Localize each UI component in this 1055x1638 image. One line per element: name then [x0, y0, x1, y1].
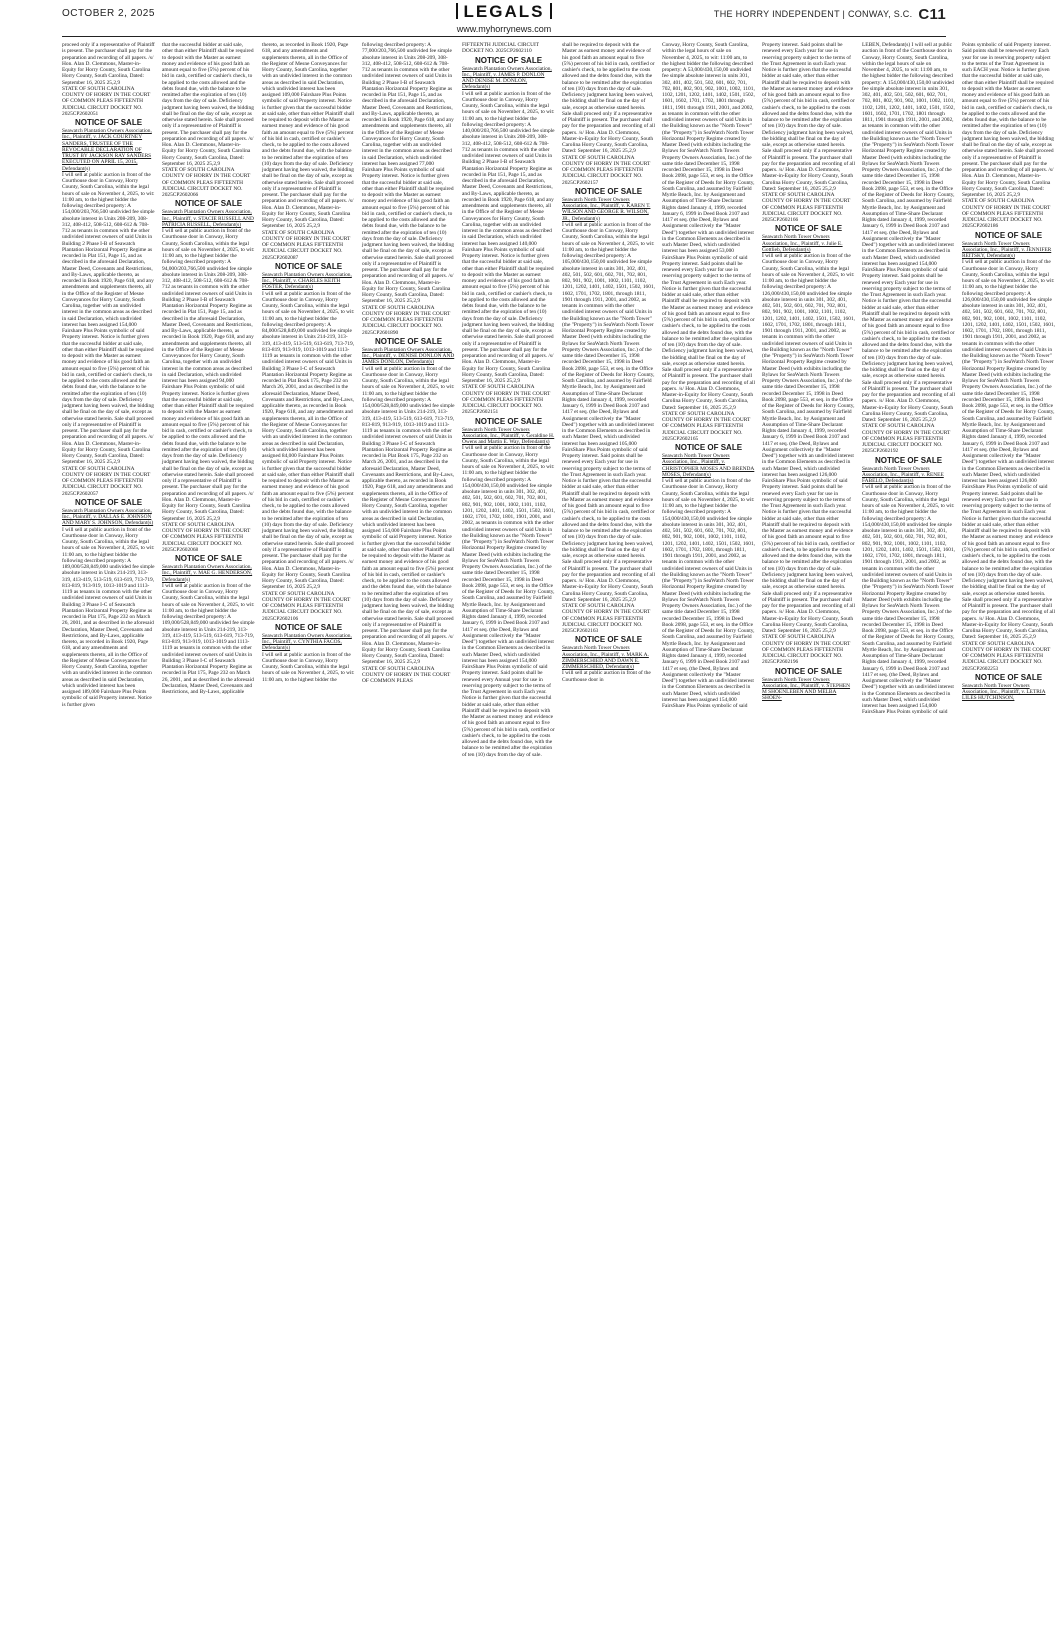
- notice-body: I will sell at public auction in front of the Courthouse door in Conway, Horry County, South Carolina, within the legal hours of sale on November 4, 2025, to wit: 11:00 am, to the highest bidder the following described property: A 109,000/528,849,000 undivided fee simple absolute interest in Units 214-219, 313-319, 413-419, 513-519, 613-619, 713-719, 813-819, 913-919, 1013-1019 and 1113-1119 as tenants in common with the other undivided interest owners of said Units in Building 3 Phase I-C of Seawatch Plantation Horizontal Property Regime as recorded in Plat 175, Page 232 on March 26, 2001, and as described in the aforesaid Declaration, Master Deed, Covenants and Restrictions, and By-Laws, applicable: [162, 582, 255, 695]
- notice-body: I will sell at public auction in front of the Courthouse door in Conway, Horry County, South Carolina, within the legal hours of sale on November 4, 2025, to wit: 11:00 am, to the highest bidder the following described property: A 154,000/430,150,00 undivided fee simple absolute interest in units 301, 302, 401, 402, 501, 502, 601, 602, 701, 702, 801, 802, 901, 902, 1001, 1002, 1101, 1102, 1201, 1202, 1401, 1402, 1501, 1502, 1601, 1602, 1701, 1702, 1801, through 1811, 1901 through 1911, 2001, and 2002, as tenants in common with the other undivided interest owners of said Units in the Building known as the "North Tower" (the "Property") in SeaWatch North Tower Horizontal Property Regime created by Master Deed (with exhibits including the Bylaws for SeaWatch North Towers Property Owners Association, Inc.) of the same title dated December 15, 1998 recorded December 15, 1998 in Deed Book 2098, page 553, et seq. in the Office of the Register of Deeds for Horry County, South Carolina, and assumed by Fairfield Myrtle Beach, Inc. by Assignment and Assumption of Time-Share Declarant Rights dated January 4, 1999, recorded January 6, 1999 in Deed Book 2107 and 1417 et seq. (the Deed, Bylaws and Assignment collectively the "Master Deed") together with an undivided interest in the Common Elements as described in such Master Deed, which undivided interest has been assigned 154,000 FairsShare Plus Points symbolic of said: [662, 478, 755, 709]
- text-column: [462, 42, 555, 1632]
- case-parties: Seawatch North Tower Owners Association, Inc., Plaintiff, v. LETRIA LILES HUTCHINSON,: [962, 682, 1046, 702]
- notice-title: NOTICE OF SALE: [74, 497, 143, 507]
- case-heading: STATE OF SOUTH CAROLINA COUNTY OF HORRY IN THE COURT OF COMMON PLEAS FIFTEENTH JUDICIAL CIRCUIT DOCKET NO. 2025CP2602068: [162, 521, 251, 553]
- notice-continuation: proceed only if a representative of Plaintiff is present. The purchaser shall pay for the preparation and recording of all papers. /s/ Hon. Alan D. Clemmons, Master-in-Equity for Horry County, South Carolina Horry County, South Carolina, Dated: September 16, 2025 25,2,9: [62, 42, 155, 86]
- case-parties: Seawatch North Tower Owners Association, Inc., Plaintiff, v. KAREN T. WILSON AND GEORGE R. WILSON, JR., Defendant(s): [562, 196, 651, 222]
- notice-continuation: LEBEN, Defendant(s) I will sell at public auction in front of the Courthouse door in Conway, Horry County, South Carolina, within the legal hours of sale on November 4, 2025, to wit: 11:00 am, to the highest bidder the following described property: A 154,000/430,150,00 undivided fee simple absolute interest in units 301, 302, 401, 402, 501, 502, 601, 602, 701, 702, 801, 802, 901, 902, 1001, 1002, 1101, 1102, 1201, 1202, 1401, 1402, 1501, 1502, 1601, 1602, 1701, 1702, 1801 through 1811, 1901 through 1911, 2001, and 2002, as tenants in common with the other undivided interest owners of said Units in the Building known as the "North Tower" (the "Property") in SeaWatch North Tower Horizontal Property Regime created by Master Deed (with exhibits including the Bylaws for SeaWatch North Towers Property Owners Association, Inc.) of the same title dated December 15, 1998 recorded December 15, 1998 in Deed Book 2098, page 553, et seq. in the Office of the Register of Deeds for Horry County, South Carolina, and assumed by Fairfield Myrtle Beach, Inc. by Assignment and Assumption of Time-Share Declarant Rights dated January 4, 1999, recorded January 6, 1999 in Deed Book 2107 and 1417 et seq. (the Deed, Bylaws and Assignment collectively the "Master Deed") together with an undivided interest in the Common Elements as described in such Master Deed, which undivided interest has been assigned 154,000 FairsShare Plus Points symbolic of said Property interest. Said points shall be renewed every Each year for use in reserving property subject to the terms of the Trust Agreement in such Each year. Notice is further given that the successful bidder at said sale, other than either Plaintiff shall be required to deposit with the Master as earnest money and evidence of his good faith an amount equal to five (5%) percent of his bid in cash, certified or cashier's check, to be applied to the costs allowed and the debts found due, with the balance to be remitted after the expiration of ten (10) days from the day of sale. Deficiency judgment having been waived, the bidding shall be final on the day of sale, except as otherwise stated herein. Sale shall proceed only if a representative of Plaintiff is present. The purchaser shall pay for the preparation and recording of all papers. /s/ Hon. Alan D. Clemmons, Master-in-Equity for Horry County, South Carolina Horry County, South Carolina, Dated: September 16, 2025 25,2,9: [862, 42, 955, 423]
- case-heading: FIFTEENTH JUDICIAL CIRCUIT DOCKET NO. 2025CP2602110: [462, 42, 539, 55]
- case-parties: Seawatch North Tower Owners Association, Inc., Plaintiff, v. MARK A. ZIMMERSCHIED AND DAWN E. ZIMMERSCHIED, Defendant(s): [562, 645, 649, 670]
- notice-title: NOTICE OF SALE: [274, 622, 343, 632]
- notice-title: NOTICE OF SALE: [274, 261, 343, 271]
- section-label: LEGALS: [463, 2, 545, 21]
- case-parties: Seawatch North Tower Owners Association, Inc., Plaintiff, v. Geraldine H. Owens and Martin E. Way, Defendant(s): [462, 426, 555, 445]
- notice-title: NOTICE OF SALE: [774, 224, 843, 234]
- notice-continuation: that the successful bidder at said sale, other than either Plaintiff shall be required to deposit with the Master as earnest money and evidence of his good faith an amount equal to five (5%) percent of his bid in cash, certified or cashier's check, to be applied to the costs allowed and the debts found due, with the balance to be remitted after the expiration of ten (10) days from the day of sale. Deficiency judgment having been waived, the bidding shall be final on the day of sale, except as otherwise stated herein. Sale shall proceed only if a representative of Plaintiff is present. The purchaser shall pay for the preparation and recording of all papers. /s/ Hon. Alan D. Clemmons, Master-in-Equity for Horry County, South Carolina Horry County, South Carolina, Dated: September 16, 2025 25,2,9: [162, 42, 254, 167]
- divider: [550, 3, 552, 19]
- notice-title: NOTICE OF SALE: [574, 635, 643, 645]
- notice-continuation: Property interest. Said points shall be renewed every Each year for use in reserving property subject to the terms of the Trust Agreement in such Each year. Notice is further given that the successful bidder at said sale, other than either Plaintiff shall be required to deposit with the Master as earnest money and evidence of his good faith an amount equal to five (5%) percent of his bid in cash, certified or cashier's check, to be applied to the costs allowed and the debts found due, with the balance to be remitted after the expiration of ten (10) days from the day of sale. Deficiency judgment having been waived, the bidding shall be final on the day of sale, except as otherwise stated herein. Sale shall proceed only if a representative of Plaintiff is present. The purchaser shall pay for the preparation and recording of all papers. /s/ Hon. Alan D. Clemmons, Master-in-Equity for Horry County, South Carolina Horry County, South Carolina, Dated: September 16, 2025 25,2,9: [762, 42, 855, 192]
- notice-continuation: Conway, Horry County, South Carolina, within the legal hours of sale on November 4, 2025, to wit: 11:00 am, to the highest bidder the following described property: A 53,000/430,150,00 undivided fee simple absolute interest in units 301, 302, 401, 402, 501, 502, 601, 602, 701, 702, 801, 802, 901, 902, 1001, 1002, 1101, 1102, 1201, 1202, 1401, 1402, 1501, 1502, 1601, 1602, 1701, 1702, 1801 through 1811, 1901 through 1911, 2001, and 2002, as tenants in common with the other undivided interest owners of said Units in the Building known as the "North Tower" (the "Property") in SeaWatch North Tower Horizontal Property Regime created by Master Deed (with exhibits including the Bylaws for SeaWatch North Towers Property Owners Association, Inc.) of the same title dated December 15, 1998 recorded December 15, 1998 in Deed Book 2098, page 553, et seq. in the Office of the Register of Deeds for Horry County, South Carolina, and assumed by Fairfield Myrtle Beach, Inc. by Assignment and Assumption of Time-Share Declarant Rights dated January 4, 1999, recorded January 6, 1999 in Deed Book 2107 and 1417 et seq. (the Deed, Bylaws and Assignment collectively the "Master Deed") together with an undivided interest in the Common Elements as described in such Master Deed, which undivided interest has been assigned 53,000 FairsShare Plus Points symbolic of said Property interest. Said points shall be renewed every Each year for use in reserving property subject to the terms of the Trust Agreement in such Each year. Notice is further given that the successful bidder at said sale, other than either Plaintiff shall be required to deposit with the Master as earnest money and evidence of his good faith an amount equal to five (5%) percent of his bid in cash, certified or cashier's check, to be applied to the costs allowed and the debts found due, with the balance to be remitted after the expiration of ten (10) days from the day of sale. Deficiency judgment having been waived, the bidding shall be final on the day of sale, except as otherwise stated herein. Sale shall proceed only if a representative of Plaintiff is present. The purchaser shall pay for the preparation and recording of all papers. /s/ Hon. Alan D. Clemmons, Master-in-Equity for Horry County, South Carolina Horry County, South Carolina, Dated: September 16, 2025 25,2,9: [662, 42, 755, 411]
- text-column: [562, 42, 655, 1632]
- text-column: [762, 42, 855, 1632]
- legal-notices-columns: [62, 42, 1055, 1632]
- issue-date: OCTOBER 2, 2025: [62, 8, 155, 19]
- notice-title: NOTICE OF SALE: [874, 455, 943, 465]
- case-parties: Seawatch North Tower Owners Association, Inc., Plaintiff, v. RENEE FABELO, Defendant(s): [862, 465, 944, 484]
- case-heading: STATE OF SOUTH CAROLINA COUNTY OF HORRY IN THE COURT OF COMMON PLEAS: [362, 665, 451, 684]
- case-heading: STATE OF SOUTH CAROLINA COUNTY OF HORRY IN THE COURT OF COMMON PLEAS FIFTEENTH JUDICIAL CIRCUIT DOCKET NO. 2025CP2602157: [562, 154, 651, 186]
- case-parties: Seawatch Plantation Owners Association, Inc., Plaintiff, v. JACK COURTNEY SANDERS, TRUSTEE OF THE REVOCABLE DECLARATION OF TRUST BY JACKSON RAY SANDERS EXECUTED ON APRIL 15, 2015, Defendant(s): [62, 128, 152, 172]
- masthead-info: [714, 6, 946, 23]
- text-column: [662, 42, 755, 1632]
- notice-title: NOTICE OF SALE: [474, 55, 543, 65]
- notice-title: NOTICE OF SALE: [974, 672, 1043, 682]
- case-heading: STATE OF SOUTH CAROLINA COUNTY OF HORRY IN THE COURT OF COMMON PLEAS FIFTEENTH JUDICIAL CIRCUIT DOCKET NO. 2025CP2602186: [962, 198, 1051, 230]
- text-column: [262, 42, 355, 1632]
- case-parties: Seawatch Plantation Owners Association, Inc., Plaintiff, v. CHARLES KEITH FOSTER, Defendant(s): [262, 271, 352, 291]
- case-parties: Seawatch North Tower Owners Association, Inc., Plaintiff, v. Julie E. Gottlieb, Defendant(s): [762, 234, 843, 253]
- website-link[interactable]: www.myhorrynews.com: [456, 24, 552, 34]
- notice-body: I will sell at public auction in front of the Courthouse door in Conway, Horry County, South Carolina, within the legal hours of sale on November 4, 2025, to wit: 11:00 am, to the highest bidder the following described property: A 154,000/528,849,000 undivided fee simple absolute interest in Units 214-219, 313-319, 413-419, 513-519, 613-619, 713-719, 813-819, 913-919, 1013-1019 and 1113-1119 as tenants in common with the other undivided interest owners of said Units in Building 3 Phase I-C of Seawatch Plantation Horizontal Property Regime as recorded in Plat Book 175, Page 232 on March 26, 2001, and as described in the aforesaid Declaration, Master Deed, Covenants and Restrictions, and By-Laws, applicable thereto, as recorded in Book 1920, Page 618, and any amendments and supplements thereto, all in the Office of the Register of Mesne Conveyances for Horry County, South Carolina, together with an undivided interest in the common areas as described in said Declaration, which undivided interest has been assigned 154,000 Fairshare Plus Points symbolic of said Property interest. Notice is further given that the successful bidder at said sale, other than either Plaintiff shall be required to deposit with the Master as earnest money and evidence of his good faith an amount equal to five (5%) percent of his bid in cash, certified or cashier's check, to be applied to the costs allowed and the debts found due, with the balance to be remitted after the expiration of ten (10) days from the day of sale. Deficiency judgment having been waived, the bidding shall be final on the day of sale, except as otherwise stated herein. Sale shall proceed only if a representative of Plaintiff is present. The purchaser shall pay for the preparation and recording of all papers. /s/ Hon. Alan D. Clemmons, Master-in-Equity for Horry County, South Carolina Horry County, South Carolina, Dated: September 16, 2025 25,2,9: [362, 365, 455, 666]
- notice-body: I will sell at public auction in front of the Courthouse door in Conway, Horry County, South Carolina, within the legal hours of sale on November 4, 2025, to wit: 11:00 am, to the highest bidder the following described property: A 126,000/430,150,00 undivided fee simple absolute interest in units 301, 302, 401, 402, 501, 502, 601, 602, 701, 702, 801, 802, 901, 902, 1001, 1002, 1101, 1102, 1201, 1202, 1401, 1402, 1501, 1502, 1601, 1602, 1701, 1702, 1801, through 1811, 1901 through 1911, 2001, and 2002, as tenants in common with the other undivided interest owners of said Units in the Building known as the "North Tower" (the "Property") in SeaWatch North Tower Horizontal Property Regime created by Master Deed (with exhibits including the Bylaws for SeaWatch North Towers Property Owners Association, Inc.) of the same title dated December 15, 1998 recorded December 15, 1998 in Deed Book 2098, page 553, et seq. in the Office of the Register of Deeds for Horry County, South Carolina, and assumed by Fairfield Myrtle Beach, Inc. by Assignment and Assumption of Time-Share Declarant Rights dated January 4, 1999, recorded January 6, 1999 in Deed Book 2107 and 1417 et seq. (the Deed, Bylaws and Assignment collectively the "Master Deed") together with an undivided interest in the Common Elements as described in such Master Deed, which undivided interest has been assigned 126,000 FairsShare Plus Points symbolic of said Property interest. Said points shall be renewed every Each year for use in reserving property subject to the terms of the Trust Agreement in such Each year. Notice is further given that the successful bidder at said sale, other than either Plaintiff shall be required to deposit with the Master as earnest money and evidence of his good faith an amount equal to five (5%) percent of his bid in cash, certified or cashier's check, to be applied to the costs allowed and the debts found due, with the balance to be remitted after the expiration of ten (10) days from the day of sale. Deficiency judgment having been waived, the bidding shall be final on the day of sale, except as otherwise stated herein. Sale shall proceed only if a representative of Plaintiff is present. The purchaser shall pay for the preparation and recording of all papers. /s/ Hon. Alan D. Clemmons, Master-in-Equity for Horry County, South Carolina Horry County, South Carolina, Dated: September 16, 2025 25,2,9: [762, 253, 855, 634]
- notice-title: NOTICE OF SALE: [374, 336, 443, 346]
- case-parties: Seawatch Plantation Owners Association, Inc., Plaintiff, v. DALLAS E. JOHNSON AND MARY S. JOHNSON, Defendant(s): [62, 507, 154, 527]
- divider: [456, 3, 458, 19]
- text-column: [862, 42, 955, 1632]
- case-heading: STATE OF SOUTH CAROLINA COUNTY OF HORRY IN THE COURT OF COMMON PLEAS FIFTEENTH JUDICIAL CIRCUIT DOCKET NO. 2025CP2602165: [662, 410, 751, 442]
- notice-body: I will sell at public auction in front of the Courthouse door in: [562, 670, 651, 683]
- notice-body: I will sell at public auction in front of the Courthouse door in Conway, Horry County, South Carolina, within the legal hours of sale on November 4, 2025, to wit: 11:00 am, to the highest bidder the following described property: A 126,000/430,150,00 undivided fee simple absolute interest in units 301, 302, 401, 402, 501, 502, 601, 602, 701, 702, 801, 802, 901, 902, 1001, 1002, 1101, 1102, 1201, 1202, 1401, 1402, 1501, 1502, 1601, 1602, 1701, 1702, 1801, through 1811, 1901 through 1911, 2001, and 2002, as tenants in common with the other undivided interest owners of said Units in the Building known as the "North Tower" (the "Property") in SeaWatch North Tower Horizontal Property Regime created by Master Deed (with exhibits including the Bylaws for SeaWatch North Towers Property Owners Association, Inc.) of the same title dated December 15, 1998 recorded December 15, 1998 in Deed Book 2098, page 553, et seq. in the Office of the Register of Deeds for Horry County, South Carolina, and assumed by Fairfield Myrtle Beach, Inc. by Assignment and Assumption of Time-Share Declarant Rights dated January 4, 1999, recorded January 6, 1999 in Deed Book 2107 and 1417 et seq. (the Deed, Bylaws and Assignment collectively the "Master Deed") together with an undivided interest in the Common Elements as described in such Master Deed, which undivided interest has been assigned 126,000 FairsShare Plus Points symbolic of said Property interest. Said points shall be renewed every Each year for use in reserving property subject to the terms of the Trust Agreement in such Each year. Notice is further given that the successful bidder at said sale, other than either Plaintiff shall be required to deposit with the Master as earnest money and evidence of his good faith an amount equal to five (5%) percent of his bid in cash, certified or cashier's check, to be applied to the costs allowed and the debts found due, with the balance to be remitted after the expiration of ten (10) days from the day of sale. Deficiency judgment having been waived, the bidding shall be final on the day of sale, except as otherwise stated herein. Sale shall proceed only if a representative of Plaintiff is present. The purchaser shall pay for the preparation and recording of all papers. /s/ Hon. Alan D. Clemmons, Master-in-Equity for Horry County, South Carolina Horry County, South Carolina, Dated: September 16, 2025 25,2,9: [962, 259, 1055, 641]
- paper-name: THE HORRY INDEPENDENT | CONWAY, S.C.: [713, 9, 913, 19]
- case-heading: STATE OF SOUTH CAROLINA COUNTY OF HORRY IN THE COURT OF COMMON PLEAS FIFTEENTH JUDICIAL CIRCUIT DOCKET NO. 2025CP2602253: [962, 640, 1051, 672]
- notice-body: I will sell at public auction in front of the Courthouse door in Conway, Horry County, South Carolina, within the legal hours of sale on November 4, 2025, to wit: 11:00 am, to the highest bidder the following described property: A 105,000/430,150,00 undivided fee simple absolute interest in units 301, 302, 401, 402, 501, 502, 601, 602, 701, 702, 801, 802, 901, 902, 1001, 1002, 1101, 1102, 1201, 1202, 1401, 1402, 1501, 1502, 1601, 1602, 1701, 1702, 1801, through 1811, 1901 through 1911, 2001, and 2002, as tenants in common with the other undivided interest owners of said Units in the Building known as the "North Tower" (the "Property") in SeaWatch North Tower Horizontal Property Regime created by Master Deed (with exhibits including the Bylaws for SeaWatch North Towers Property Owners Association, Inc.) of the same title dated December 15, 1998 recorded December 15, 1998 in Deed Book 2098, page 553, et seq. in the Office of the Register of Deeds for Horry County, South Carolina, and assumed by Fairfield Myrtle Beach, Inc. by Assignment and Assumption of Time-Share Declarant Rights dated January 4, 1999, recorded January 6, 1999 in Deed Book 2107 and 1417 et seq. (the Deed, Bylaws and Assignment collectively the "Master Deed") together with an undivided interest in the Common Elements as described in such Master Deed, which undivided interest has been assigned 105,000 FairsShare Plus Points symbolic of said Property interest. Said points shall be renewed every Each year for use in reserving property subject to the terms of the Trust Agreement in such Each year. Notice is further given that the successful bidder at said sale, other than either Plaintiff shall be required to deposit with the Master as earnest money and evidence of his good faith an amount equal to five (5%) percent of his bid in cash, certified or cashier's check, to be applied to the costs allowed and the debts found due, with the balance to be remitted after the expiration of ten (10) days from the day of sale. Deficiency judgment having been waived, the bidding shall be final on the day of sale, except as otherwise stated herein. Sale shall proceed only if a representative of Plaintiff is present. The purchaser shall pay for the preparation and recording of all papers. /s/ Hon. Alan D. Clemmons, Master-in-Equity for Horry County, South Carolina Horry County, South Carolina, Dated: September 16, 2025 25,2,9: [562, 221, 655, 603]
- notice-title: NOTICE OF SALE: [174, 554, 243, 563]
- case-parties: Seawatch North Tower Owners Association, Inc., Plaintiff, v. CHRISTOPHER MOSES AND BRENDA MOSES, Defendant(s): [662, 453, 755, 478]
- case-parties: Seawatch Plantation Owners Association, Inc., Plaintiff, v. CYNTHIA FACOS, Defendant(s): [262, 632, 352, 652]
- case-heading: STATE OF SOUTH CAROLINA COUNTY OF HORRY IN THE COURT OF COMMON PLEAS FIFTEENTH JUDICIAL CIRCUIT DOCKET NO. 2025CP2602166: [762, 192, 851, 223]
- text-column: [362, 42, 455, 1632]
- case-heading: STATE OF SOUTH CAROLINA COUNTY OF HORRY IN THE COURT OF COMMON PLEAS FIFTEENTH JUDICIAL CIRCUIT DOCKET NO. 2025CP2602151: [462, 384, 551, 416]
- notice-body: I will sell at public auction in front of the Courthouse door in Conway, Horry County, South Carolina, within the legal hours of sale on November 4, 2025, to wit: 11:00 am, to the highest bidder the following described property: A 154,000/203,766,500 undivided fee simple absolute interest in Units 208-209, 308-312, 408-412, 508-512, 608-612 & 708-712 as tenants in common with the other undivided interest owners of said Units in Building 2 Phase I-B of Seawatch Plantation Horizontal Property Regime as recorded in Plat 151, Page 15, and as described in the aforesaid Declaration, Master Deed, Covenants and Restrictions, and By-Laws, applicable thereto, as recorded in Book 1920, Page 618, and any amendments and supplements thereto, all in the Office of the Register of Mesne Conveyances for Horry County, South Carolina, together with an undivided interest in the common areas as described in said Declaration, which undivided interest has been assigned 154,000 Fairshare Plus Points symbolic of said Property interest. Notice is further given that the successful bidder at said sale, other than either Plaintiff shall be required to deposit with the Master as earnest money and evidence of his good faith an amount equal to five (5%) percent of his bid in cash, certified or cashier's check, to be applied to the costs allowed and the debts found due, with the balance to be remitted after the expiration of ten (10) days from the day of sale. Deficiency judgment having been waived, the bidding shall be final on the day of sale, except as otherwise stated herein. Sale shall proceed only if a representative of Plaintiff is present. The purchaser shall pay for the preparation and recording of all papers. /s/ Hon. Alan D. Clemmons, Master-in-Equity for Horry County, South Carolina Horry County, South Carolina, Dated: September 16, 2025 25,2,9: [62, 171, 155, 466]
- notice-title: NOTICE OF SALE: [74, 118, 143, 127]
- case-heading: STATE OF SOUTH CAROLINA COUNTY OF HORRY IN THE COURT OF COMMON PLEAS FIFTEENTH JUDICIAL CIRCUIT DOCKET NO. 2025CP2602051: [62, 85, 151, 117]
- case-parties: Seawatch Plantation Owners Association, Inc., Plaintiff, v. JAMES P. DONLON AND DENISE M. DONLON, Defendant(s): [462, 65, 552, 91]
- case-parties: Seawatch Plantation Owners Association, Inc., Plaintiff, v. MAE G. HENDERSON, Defendant(s): [162, 564, 253, 583]
- case-heading: STATE OF SOUTH CAROLINA COUNTY OF HORRY IN THE COURT OF COMMON PLEAS FIFTEENTH JUDICIAL CIRCUIT DOCKET NO. 2025CP2602192: [862, 423, 951, 455]
- case-heading: STATE OF SOUTH CAROLINA COUNTY OF HORRY IN THE COURT OF COMMON PLEAS FIFTEENTH JUDICIAL CIRCUIT DOCKET NO. 2025CP2602106: [262, 590, 351, 622]
- case-heading: STATE OF SOUTH CAROLINA COUNTY OF HORRY IN THE COURT OF COMMON PLEAS FIFTEENTH JUDICIAL CIRCUIT DOCKET NO. 2025CP2602057: [62, 465, 151, 497]
- case-heading: STATE OF SOUTH CAROLINA COUNTY OF HORRY IN THE COURT OF COMMON PLEAS FIFTEENTH JUDICIAL CIRCUIT DOCKET NO. 2025CP2602066: [162, 167, 251, 198]
- notice-body: I will sell at public auction in front of the Courthouse door in Conway, Horry County, South Carolina, within the legal hours of sale on November 4, 2025, to wit: 11:00 am, to the highest bidder the following described property: A 189,000/528,849,000 undivided fee simple absolute interest in Units 214-219, 313-319, 413-419, 513-519, 613-619, 713-719, 813-819, 913-919, 1013-1019 and 1113-1119 as tenants in common with the other undivided interest owners of said Units in Building 3 Phase I-C of Seawatch Plantation Horizontal Property Regime as recorded in Plat 175, Page 232 on March 26, 2001, and as described in the aforesaid Declaration, Master Deed, Covenants and Restrictions, and By-Laws, applicable thereto, as recorded in Book 1920, Page 618, and any amendments and supplements thereto, all in the Office of the Register of Mesne Conveyances for Horry County, South Carolina, together with an undivided interest in the common areas as described in said Declaration, which undivided interest has been assigned 189,000 Fairshare Plus Points symbolic of said Property interest. Notice is further given: [62, 526, 155, 708]
- notice-body: I will sell at public auction in front of the Courthouse door in Conway, Horry County, South Carolina, within the legal hours of sale on November 4, 2025, to wit: 11:00 am, to the highest bidder the following described property: A 154,000/430,150,00 undivided fee simple absolute interest in units 301, 302, 401, 402, 501, 502, 601, 602, 701, 702, 801, 802, 901, 902, 1001, 1002, 1101, 1102, 1201, 1202, 1401, 1402, 1501, 1502, 1601, 1602, 1701, 1702, 1801, through 1811, 1901 through 1911, 2001, and 2002, as tenants in common with the other undivided interest owners of said Units in the Building known as the "North Tower" (the "Property") in SeaWatch North Tower Horizontal Property Regime created by Master Deed (with exhibits including the Bylaws for SeaWatch North Towers Property Owners Association, Inc.) of the same title dated December 15, 1998 recorded December 15, 1998 in Deed Book 2098, page 553, et seq. in the Office of the Register of Deeds for Horry County, South Carolina, and assumed by Fairfield Myrtle Beach, Inc. by Assignment and Assumption of Time-Share Declarant Rights dated January 4, 1999, recorded January 6, 1999 in Deed Book 2107 and 1417 et seq. (the Deed, Bylaws and Assignment collectively the "Master Deed") together with an undivided interest in the Common Elements as described in such Master Deed, which undivided interest has been assigned 154,000 FairsShare Plus Points symbolic of said: [862, 484, 955, 716]
- text-column: [62, 42, 155, 1632]
- notice-continuation: Points symbolic of said Property interest. Said points shall be renewed every Each year for use in reserving property subject to the terms of the Trust Agreement in such EACH year. Notice is further given that the successful bidder at said sale, other than either Plaintiff shall be required to deposit with the Master as earnest money and evidence of his good faith an amount equal to five (5%) percent of his bid in cash, certified or cashier's check, to be applied to the costs allowed and the debts found due, with the balance to be remitted after the expiration of ten (10) days from the day of sale. Deficiency judgment having been waived, the bidding shall be final on the day of sale, except as otherwise stated herein. Sale shall proceed only if a representative of Plaintiff is present. The purchaser shall pay for the preparation and recording of all papers. /s/ Hon. Alan D. Clemmons, Master-in-Equity for Horry County, South Carolina Horry County, South Carolina, Dated: September 16, 2025 25,2,9: [962, 42, 1054, 198]
- notice-body: I will sell at public auction in front of the Courthouse door in Conway, Horry County, South Carolina, within the legal hours of sale on November 4, 2025, to wit: 11:00 am, to the highest bidder the following described property: A 94,000/203,766,500 undivided fee simple absolute interest in Units 208-209, 308-312, 408-412, 508-512, 608-612 & 708-712 as tenants in common with the other undivided interest owners of said Units in Building 2 Phase I-B of Seawatch Plantation Horizontal Property Regime as recorded in Plat 151, Page 15, and as described in the aforesaid Declaration, Master Deed, Covenants and Restrictions, and By-Laws, applicable thereto, as recorded in Book 1920, Page 618, and any amendments and supplements thereto, all in the Office of the Register of Mesne Conveyances for Horry County, South Carolina, together with an undivided interest in the common areas as described in said Declaration, which undivided interest has been assigned 94,000 Fairshare Plus Points symbolic of said Property interest. Notice is further given that the successful bidder at said sale, other than either Plaintiff shall be required to deposit with the Master as earnest money and evidence of his good faith an amount equal to five (5%) percent of his bid in cash, certified or cashier's check, to be applied to the costs allowed and the debts found due, with the balance to be remitted after the expiration of ten (10) days from the day of sale. Deficiency judgment having been waived, the bidding shall be final on the day of sale, except as otherwise stated herein. Sale shall proceed only if a representative of Plaintiff is present. The purchaser shall pay for the preparation and recording of all papers. /s/ Hon. Alan D. Clemmons, Master-in-Equity for Horry County, South Carolina Horry County, South Carolina, Dated: September 16, 2025 25,2,9: [162, 228, 255, 522]
- notice-title: NOTICE OF SALE: [774, 666, 843, 676]
- notice-body: I will sell at public auction in front of the Courthouse door in Conway, Horry County, South Carolina, within the legal hours of sale on November 4, 2025, to wit: 11:00 am, to the highest bidder the following described property: A 154,000/430,150,00 undivided fee simple absolute interest in units 301, 302, 401, 402, 501, 502, 601, 602, 701, 702, 801, 802, 901, 902, 1001, 1002, 1101, 1102, 1201, 1202, 1401, 1402, 1501, 1502, 1601, 1602, 1701, 1702, 1801, 1901, 2001, and 2002, as tenants in common with the other undivided interest owners of said Units in the Building known as the "North Tower" (the "Property") in SeaWatch North Tower Horizontal Property Regime created by Master Deed (with exhibits including the Bylaws for SeaWatch North Towers Property Owners Association, Inc.) of the same title dated December 15, 1998 recorded December 15, 1998 in Deed Book 2098, page 553, et seq. in the Office of the Register of Deeds for Horry County, South Carolina, and assumed by Fairfield Myrtle Beach, Inc. by Assignment and Assumption of Time-Share Declarant Rights dated January 4, 1999, recorded January 6, 1999 in Deed Book 2107 and 1417 et seq. (the Deed, Bylaws and Assignment collectively the "Master Deed") together with an undivided interest in the Common Elements as described in such Master Deed, which undivided interest has been assigned 154,000 FairsShare Plus Points symbolic of said Property interest. Said points shall be renewed every Annual year for use in reserving property subject to the terms of the Trust Agreement in such Each year. Notice is further given that the successful bidder at said sale, other than either Plaintiff shall be required to deposit with the Master as earnest money and evidence of his good faith an amount equal to five (5%) percent of his bid in cash, certified or cashier's check, to be applied to the costs allowed and the debts found due, with the balance to be remitted after the expiration of ten (10) days from the day of sale.: [462, 445, 555, 758]
- case-parties: Seawatch Plantation Owners Association, Inc., Plaintiff, v. DENISE DONLON AND JAMES DONLON, Defendant(s): [362, 346, 455, 366]
- notice-body: I will sell at public auction in front of the Courthouse door in Conway, Horry County, South Carolina, within the legal hours of sale on November 4, 2025, to wit: 11:00 am, to the highest bidder the: [262, 651, 355, 683]
- case-heading: STATE OF SOUTH CAROLINA COUNTY OF HORRY IN THE COURT OF COMMON PLEAS FIFTEENTH JUDICIAL CIRCUIT DOCKET NO. 2025CP2602196: [762, 634, 851, 666]
- text-column: [162, 42, 255, 1632]
- case-parties: Seawatch Plantation Owners Association, Inc., Plaintiff, v. STACIE RUSSELL AND PATRICIA RUSSELL, Defendant(s): [162, 209, 254, 228]
- case-heading: STATE OF SOUTH CAROLINA COUNTY OF HORRY IN THE COURT OF COMMON PLEAS FIFTEENTH JUDICIAL CIRCUIT DOCKET NO. 2025CP2602087: [262, 229, 351, 261]
- notice-continuation: thereto, as recorded in Book 1920, Page 618, and any amendments and supplements thereto, all in the Office of the Register of Mesne Conveyances for Horry County, South Carolina, together with an undivided interest in the common areas as described in said Declaration, which undivided interest has been assigned 109,000 Fairshare Plus Points symbolic of said Property interest. Notice is further given that the successful bidder at said sale, other than either Plaintiff shall be required to deposit with the Master as earnest money and evidence of his good faith an amount equal to five (5%) percent of his bid in cash, certified or cashier's check, to be applied to the costs allowed and the debts found due, with the balance to be remitted after the expiration of ten (10) days from the day of sale. Deficiency judgment having been waived, the bidding shall be final on the day of sale, except as otherwise stated herein. Sale shall proceed only if a representative of Plaintiff is present. The purchaser shall pay for the preparation and recording of all papers. /s/ Hon. Alan D. Clemmons, Master-in-Equity for Horry County, South Carolina Horry County, South Carolina, Dated: September 16, 2025 25,2,9: [262, 42, 355, 230]
- case-parties: Seawatch North Tower Owners Association, Inc., Plaintiff, v. STEPHEN M SHOENLEBEN AND MELBA SHOEN-: [762, 676, 851, 702]
- notice-title: NOTICE OF SALE: [574, 186, 643, 196]
- notice-continuation: following described property: A 77,000/203,766,500 undivided fee simple absolute interest in Units 208-209, 308-312, 408-412, 508-512, 608-612 & 708-712 as tenants in common with the other undivided interest owners of said Units in Building 2 Phase I-B of Seawatch Plantation Horizontal Property Regime as recorded in Plat 151, Page 15, and as described in the aforesaid Declaration, Master Deed, Covenants and Restrictions, and By-Laws, applicable thereto, as recorded in Book 1920, Page 618, and any amendments and supplements thereto, all in the Office of the Register of Mesne Conveyances for Horry County, South Carolina, together with an undivided interest in the common areas as described in said Declaration, which undivided interest has been assigned 77,000 Fairshare Plus Points symbolic of said Property interest. Notice is further given that the successful bidder at said sale, other than either Plaintiff shall be required to deposit with the Master as earnest money and evidence of his good faith an amount equal to five (5%) percent of his bid in cash, certified or cashier's check, to be applied to the costs allowed and the debts found due, with the balance to be remitted after the expiration of ten (10) days from the day of sale. Deficiency judgment having been waived, the bidding shall be final on the day of sale, except as otherwise stated herein. Sale shall proceed only if a representative of Plaintiff is present. The purchaser shall pay for the preparation and recording of all papers. /s/ Hon. Alan D. Clemmons, Master-in-Equity for Horry County, South Carolina Horry County, South Carolina, Dated: September 16, 2025 25,2,9: [362, 42, 454, 305]
- notice-continuation: shall be required to deposit with the Master as earnest money and evidence of his good faith an amount equal to five (5%) percent of his bid in cash, certified or cashier's check, to be applied to the costs allowed and the debts found due, with the balance to be remitted after the expiration of ten (10) days from the day of sale. Deficiency judgment having been waived, the bidding shall be final on the day of sale, except as otherwise stated herein. Sale shall proceed only if a representative of Plaintiff is present. The purchaser shall pay for the preparation and recording of all papers. /s/ Hon. Alan D. Clemmons, Master-in-Equity for Horry County, South Carolina Horry County, South Carolina, Dated: September 16, 2025 25,2,9: [562, 42, 655, 155]
- notice-title: NOTICE OF SALE: [174, 199, 243, 209]
- notice-title: NOTICE OF SALE: [474, 416, 543, 426]
- text-column: [962, 42, 1055, 1632]
- case-heading: STATE OF SOUTH CAROLINA COUNTY OF HORRY IN THE COURT OF COMMON PLEAS FIFTEENTH JUDICIAL CIRCUIT DOCKET NO. 2025CP2602163: [562, 603, 651, 634]
- page-header: [0, 0, 1008, 40]
- case-heading: STATE OF SOUTH CAROLINA COUNTY OF HORRY IN THE COURT OF COMMON PLEAS FIFTEENTH JUDICIAL CIRCUIT DOCKET NO. 2025CP2601890: [362, 304, 451, 336]
- notice-body: I will sell at public auction in front of the Courthouse door in Conway, Horry County, South Carolina, within the legal hours of sale on November 4, 2025, to wit: 11:00 am, to the highest bidder the following described property: A 140,000/203,766,500 undivided fee simple absolute interest in Units 208-209, 308-312, 408-412, 508-512, 608-612 & 708-712 as tenants in common with the other undivided interest owners of said Units in Building 2 Phase I-B of Seawatch Plantation Horizontal Property Regime as recorded in Plat 151, Page 15, and as described in the aforesaid Declaration, Master Deed, Covenants and Restrictions, and By-Laws, applicable thereto, as recorded in Book 1920, Page 618, and any amendments and supplements thereto, all in the Office of the Register of Mesne Conveyances for Horry County, South Carolina, together with an undivided interest in the common areas as described in said Declaration, which undivided interest has been assigned 140,000 Fairshare Plus Points symbolic of said Property interest. Notice is further given that the successful bidder at said sale, other than either Plaintiff shall be required to deposit with the Master as earnest money and evidence of his good faith an amount equal to five (5%) percent of his bid in cash, certified or cashier's check, to be applied to the costs allowed and the debts found due, with the balance to be remitted after the expiration of ten (10) days from the day of sale. Deficiency judgment having been waived, the bidding shall be final on the day of sale, except as otherwise stated herein. Sale shall proceed only if a representative of Plaintiff is present. The purchaser shall pay for the preparation and recording of all papers. /s/ Hon. Alan D. Clemmons, Master-in-Equity for Horry County, South Carolina Horry County, South Carolina, Dated: September 16, 2025 25,2,9: [462, 90, 555, 384]
- case-parties: Seawatch North Tower Owners Association, Inc., Plaintiff, v. JENNIFER REITSKY, Defendant(s): [962, 240, 1052, 259]
- notice-body: I will sell at public auction in front of the Courthouse door in Conway, Horry County, South Carolina, within the legal hours of sale on November 4, 2025, to wit: 11:00 am, to the highest bidder the following described property: A 84,000/528,849,000 undivided fee simple absolute interest in Units 214-219, 313-319, 413-419, 513-519, 613-619, 713-719, 813-819, 913-919, 1013-1019 and 1113-1119 as tenants in common with the other undivided interest owners of said Units in Building 3 Phase I-C of Seawatch Plantation Horizontal Property Regime as recorded in Plat Book 175, Page 232 on March 26, 2001, and as described in the aforesaid Declaration, Master Deed, Covenants and Restrictions, and By-Laws, applicable thereto, as recorded in Book 1920, Page 618, and any amendments and supplements thereto, all in the Office of the Register of Mesne Conveyances for Horry County, South Carolina, together with an undivided interest in the common areas as described in said Declaration, which undivided interest has been assigned 84,000 Fairshare Plus Points symbolic of said Property interest. Notice is further given that the successful bidder at said sale, other than either Plaintiff shall be required to deposit with the Master as earnest money and evidence of his good faith an amount equal to five (5%) percent of his bid in cash, certified or cashier's check, to be applied to the costs allowed and the debts found due, with the balance to be remitted after the expiration of ten (10) days from the day of sale. Deficiency judgment having been waived, the bidding shall be final on the day of sale, except as otherwise stated herein. Sale shall proceed only if a representative of Plaintiff is present. The purchaser shall pay for the preparation and recording of all papers. /s/ Hon. Alan D. Clemmons, Master-in-Equity for Horry County, South Carolina Horry County, South Carolina, Dated: September 16, 2025 25,2,9: [262, 290, 355, 591]
- page-number: C11: [918, 6, 946, 23]
- header-rule: [62, 36, 946, 37]
- notice-title: NOTICE OF SALE: [674, 443, 743, 452]
- notice-title: NOTICE OF SALE: [974, 230, 1043, 240]
